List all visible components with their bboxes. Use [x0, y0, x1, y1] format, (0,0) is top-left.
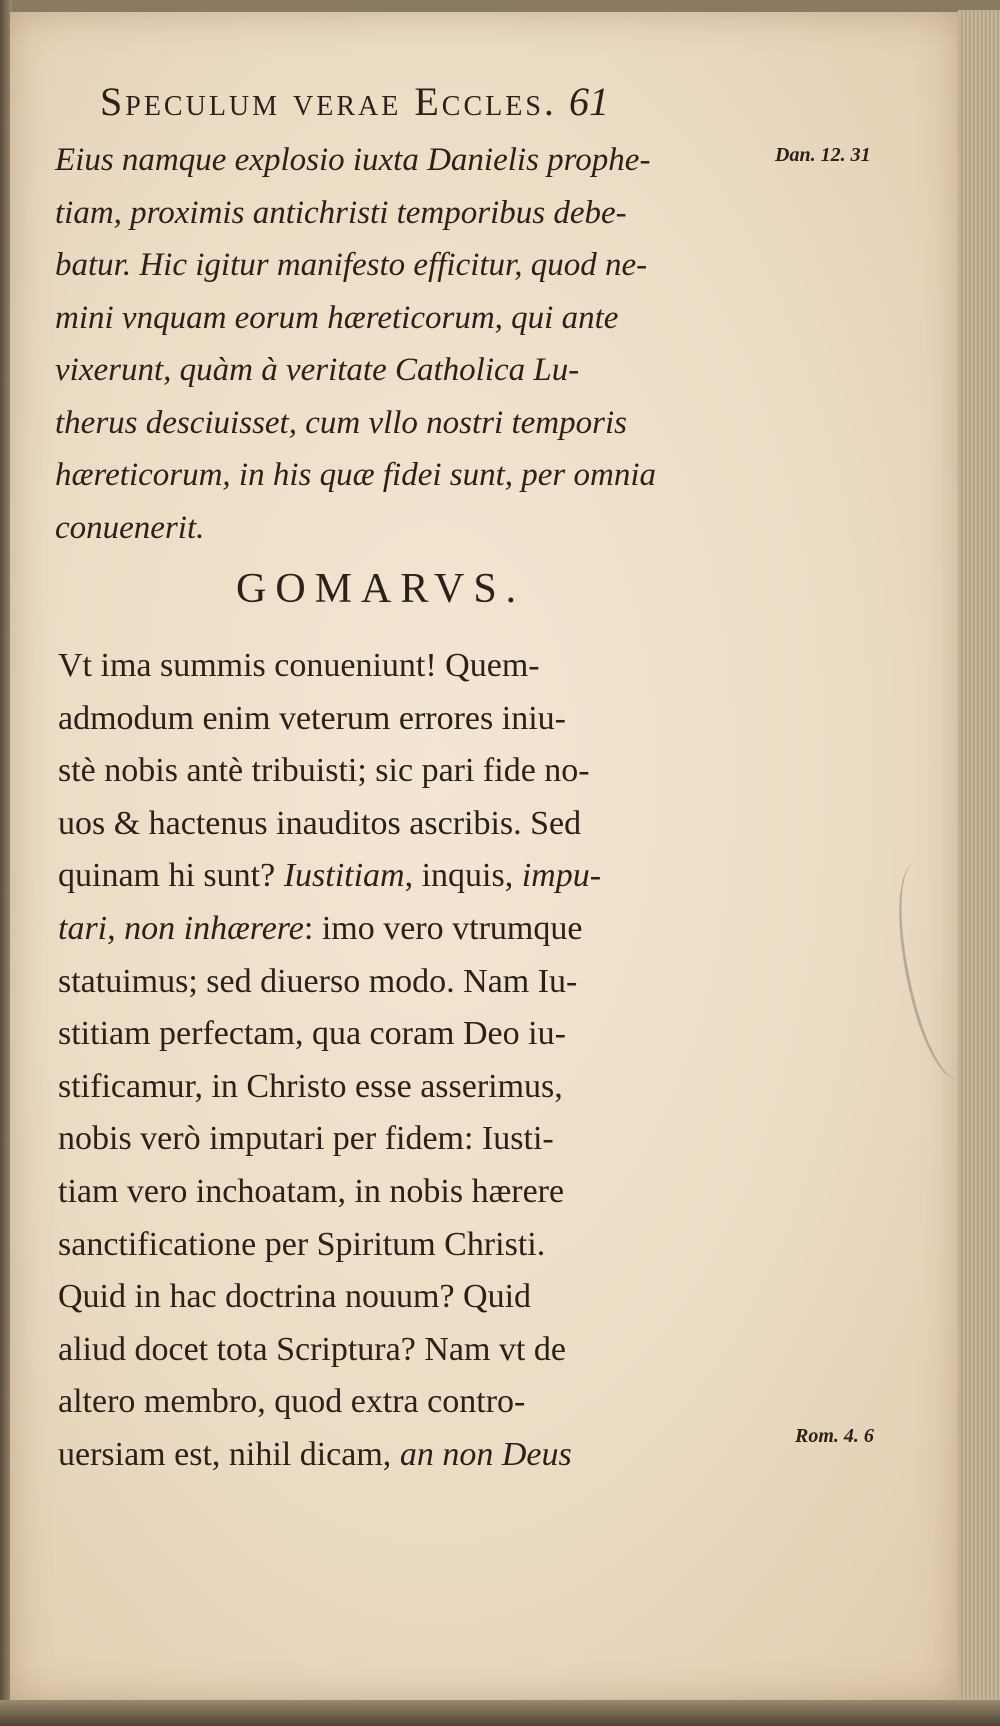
- italic-run: impu-: [521, 857, 602, 895]
- text-line: stitiam perfectam, qua coram Deo iu-: [58, 1015, 566, 1053]
- text-line: vixerunt, quàm à veritate Catholica Lu-: [55, 352, 580, 388]
- page-number: 61: [568, 79, 609, 124]
- italic-run: tari, non inhærere: [58, 909, 304, 947]
- text-line: stificamur, in Christo esse asserimus,: [58, 1067, 563, 1105]
- page-stack-edge: [958, 10, 1000, 1710]
- text-line: Quid in hac doctrina nouum? Quid: [58, 1278, 532, 1316]
- text-line: aliud docet tota Scriptura? Nam vt de: [58, 1330, 566, 1368]
- text-run: quinam hi sunt?: [58, 857, 284, 895]
- text-line: sanctificatione per Spiritum Christi.: [58, 1225, 546, 1263]
- text-line: hæreticorum, in his quæ fidei sunt, per omnia: [55, 457, 657, 493]
- text-line: nobis verò imputari per fidem: Iusti-: [58, 1120, 554, 1158]
- text-line: Eius namque explosio iuxta Danielis prophe-: [55, 142, 651, 178]
- text-line: admodum enim veterum errores iniu-: [58, 699, 566, 737]
- text-line: tiam vero inchoatam, in nobis hærere: [58, 1172, 565, 1210]
- text-line: therus desciuisset, cum vllo nostri temporis: [55, 404, 627, 441]
- text-line: batur. Hic igitur manifesto efficitur, quod ne-: [55, 247, 648, 283]
- text-line: uos & hactenus inauditos ascribis. Sed: [58, 804, 582, 842]
- page-bottom-edge: [0, 1700, 1000, 1726]
- text-line: tiam, proximis antichristi temporibus debe-: [55, 194, 627, 231]
- text-line: Vt ima summis conueniunt! Quem-: [58, 647, 540, 684]
- text-line: [58, 1429, 788, 1482]
- text-line: statuimus; sed diuerso modo. Nam Iu-: [58, 962, 578, 1000]
- text-line: [58, 850, 788, 903]
- text-line: altero membro, quod extra contro-: [58, 1383, 526, 1421]
- italic-run: an non Deus: [399, 1435, 572, 1473]
- running-header: [100, 78, 780, 125]
- body-paragraph: [58, 640, 788, 1482]
- margin-note-dan: Dan. 12. 31: [775, 144, 871, 166]
- text-run: : imo vero vtrumque: [303, 909, 583, 947]
- text-line: conuenerit.: [55, 509, 205, 546]
- text-line: mini vnquam eorum hæreticorum, qui ante: [55, 299, 619, 336]
- margin-note-rom: Rom. 4. 6: [795, 1425, 874, 1447]
- text-run: uersiam est, nihil dicam,: [58, 1435, 400, 1473]
- section-heading: GOMARVS.: [236, 566, 526, 612]
- italic-paragraph: [55, 134, 775, 554]
- text-run: , inquis,: [404, 857, 522, 895]
- text-line: [58, 903, 788, 956]
- text-line: stè nobis antè tribuisti; sic pari fide no-: [58, 752, 590, 790]
- header-title: Speculum verae Eccles.: [100, 79, 557, 124]
- italic-run: Iustitiam: [283, 857, 405, 895]
